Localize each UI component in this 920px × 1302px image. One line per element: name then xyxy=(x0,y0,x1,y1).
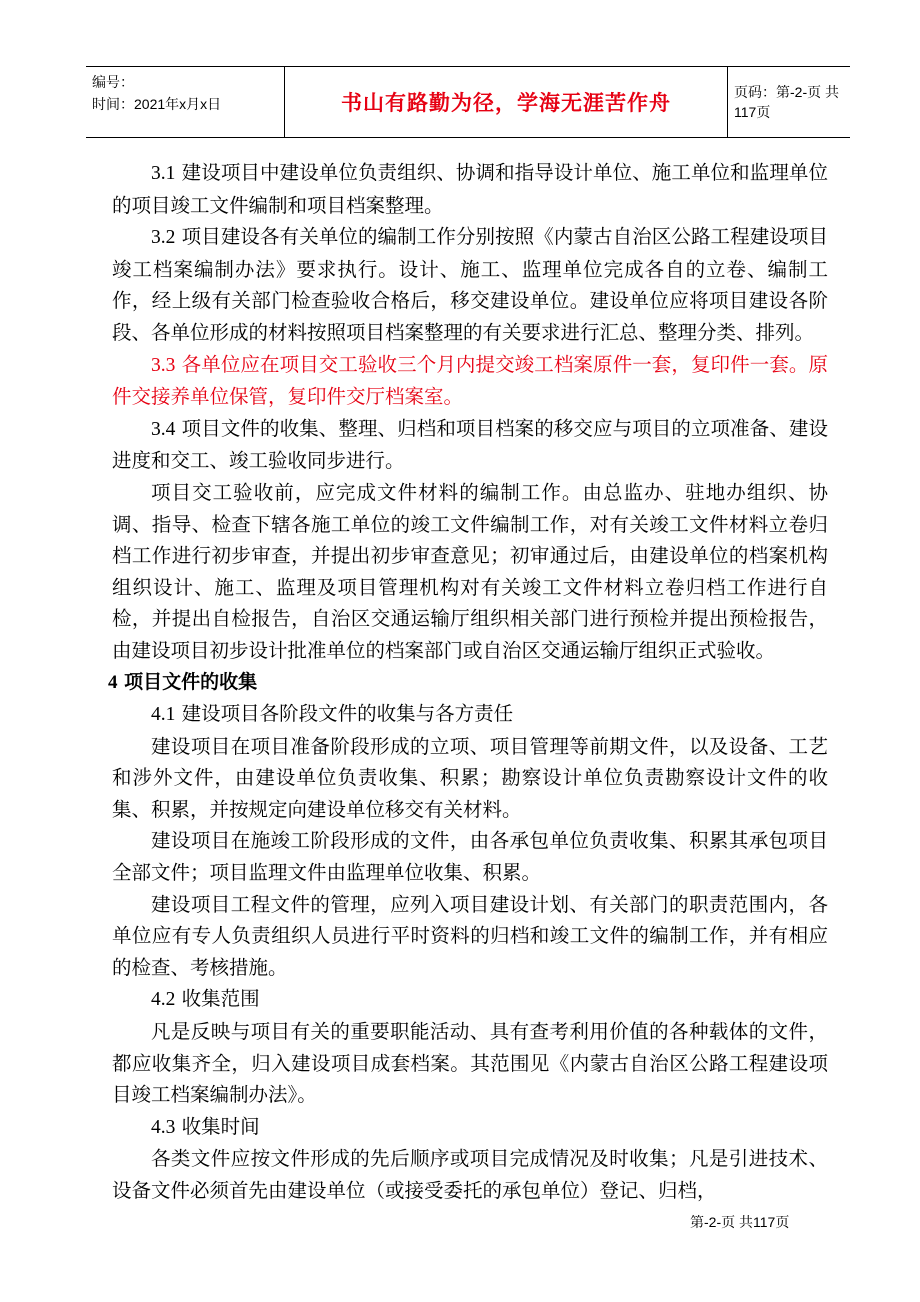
paragraph-4-1 xyxy=(112,698,828,731)
paragraph-text: 收集范围 xyxy=(181,987,260,1011)
paragraph-3-3-highlight xyxy=(112,349,828,413)
paragraph-management xyxy=(112,889,828,984)
section-number: 4.2 xyxy=(151,989,176,1011)
document-body xyxy=(108,157,828,1207)
paragraph-text: 凡是反映与项目有关的重要职能活动、具有查考利用价值的各种载体的文件，都应收集齐全，归入建设项目成套档案。其范围见《内蒙古自治区公路工程建设项目竣工档案编制办法》。 xyxy=(112,1020,828,1107)
paragraph-text: 各单位应在项目交工验收三个月内提交竣工档案原件一套，复印件一套。原件交接养单位保管，复印件交厅档案室。 xyxy=(112,352,828,409)
page-header xyxy=(86,66,850,138)
number-label: 编号： xyxy=(92,74,134,90)
paragraph-construction xyxy=(112,825,828,888)
page-footer: 第-2-页 共117页 xyxy=(690,1214,790,1230)
paragraph-text: 建设项目工程文件的管理，应列入项目建设计划、有关部门的职责范围内，各单位应有专人负责组织人员进行平时资料的归档和竣工文件的编制工作，并有相应的检查、考核措施。 xyxy=(112,892,828,979)
paragraph-text: 建设项目在项目准备阶段形成的立项、项目管理等前期文件，以及设备、工艺和涉外文件，由建设单位负责收集、积累；勘察设计单位负责勘察设计文件的收集、积累，并按规定向建设单位移交有关材料。 xyxy=(112,734,828,821)
paragraph-text: 建设项目在施竣工阶段形成的文件，由各承包单位负责收集、积累其承包项目全部文件；项目监理文件由监理单位收集、积累。 xyxy=(112,829,828,885)
paragraph-3-2 xyxy=(112,221,828,348)
paragraph-acceptance xyxy=(112,477,828,667)
header-motto: 书山有路勤为径，学海无涯苦作舟 xyxy=(284,67,728,137)
paragraph-scope xyxy=(112,1016,828,1111)
section-number: 3.2 xyxy=(151,227,176,249)
paragraph-text: 建设项目各阶段文件的收集与各方责任 xyxy=(181,702,514,726)
paragraph-text: 项目文件的收集、整理、归档和项目档案的移交应与项目的立项准备、建设进度和交工、竣工验收同步进行。 xyxy=(112,416,828,473)
paragraph-text: 项目建设各有关单位的编制工作分别按照《内蒙古自治区公路工程建设项目竣工档案编制办法》要求执行。设计、施工、监理单位完成各自的立卷、编制工作，经上级有关部门检查验收合格后，移交建设单位。建设单位应将项目建设各阶段、各单位形成的材料按照项目档案整理的有关要求进行汇总、整理分类、排列。 xyxy=(112,225,828,344)
section-number: 3.1 xyxy=(151,163,176,184)
section-number: 3.3 xyxy=(151,354,176,376)
header-page-info: 页码：第-2-页 共117页 xyxy=(734,84,839,120)
section-number: 4.3 xyxy=(151,1116,176,1138)
section-number: 3.4 xyxy=(151,418,176,440)
heading-text: 项目文件的收集 xyxy=(124,670,258,693)
paragraph-4-3 xyxy=(112,1111,828,1144)
section-number: 4.1 xyxy=(151,704,176,726)
paragraph-timing xyxy=(112,1143,828,1206)
paragraph-4-2 xyxy=(112,983,828,1016)
time-label: 时间：2021年x月x日 xyxy=(92,96,222,112)
paragraph-text: 项目交工验收前，应完成文件材料的编制工作。由总监办、驻地办组织、协调、指导、检查下辖各施工单位的竣工文件编制工作，对有关竣工文件材料立卷归档工作进行初步审查，并提出初步审查意见；初审通过后，由建设单位的档案机构组织设计、施工、监理及项目管理机构对有关竣工文件材料立卷归档工作进行自检，并提出自检报告，自治区交通运输厅组织相关部门进行预检并提出预检报告，由建设项目初步设计批准单位的档案部门或自治区交通运输厅组织正式验收。 xyxy=(112,480,828,662)
paragraph-text: 建设项目中建设单位负责组织、协调和指导设计单位、施工单位和监理单位的项目竣工文件编制和项目档案整理。 xyxy=(112,161,828,217)
header-meta xyxy=(92,71,284,115)
paragraph-preparation xyxy=(112,731,828,826)
paragraph-text: 各类文件应按文件形成的先后顺序或项目完成情况及时收集；凡是引进技术、设备文件必须首先由建设单位（或接受委托的承包单位）登记、归档， xyxy=(112,1147,828,1202)
paragraph-3-1 xyxy=(112,157,828,221)
paragraph-3-4 xyxy=(112,413,828,477)
section-heading-4 xyxy=(108,667,828,699)
section-number: 4 xyxy=(108,671,118,693)
paragraph-text: 收集时间 xyxy=(181,1114,260,1138)
